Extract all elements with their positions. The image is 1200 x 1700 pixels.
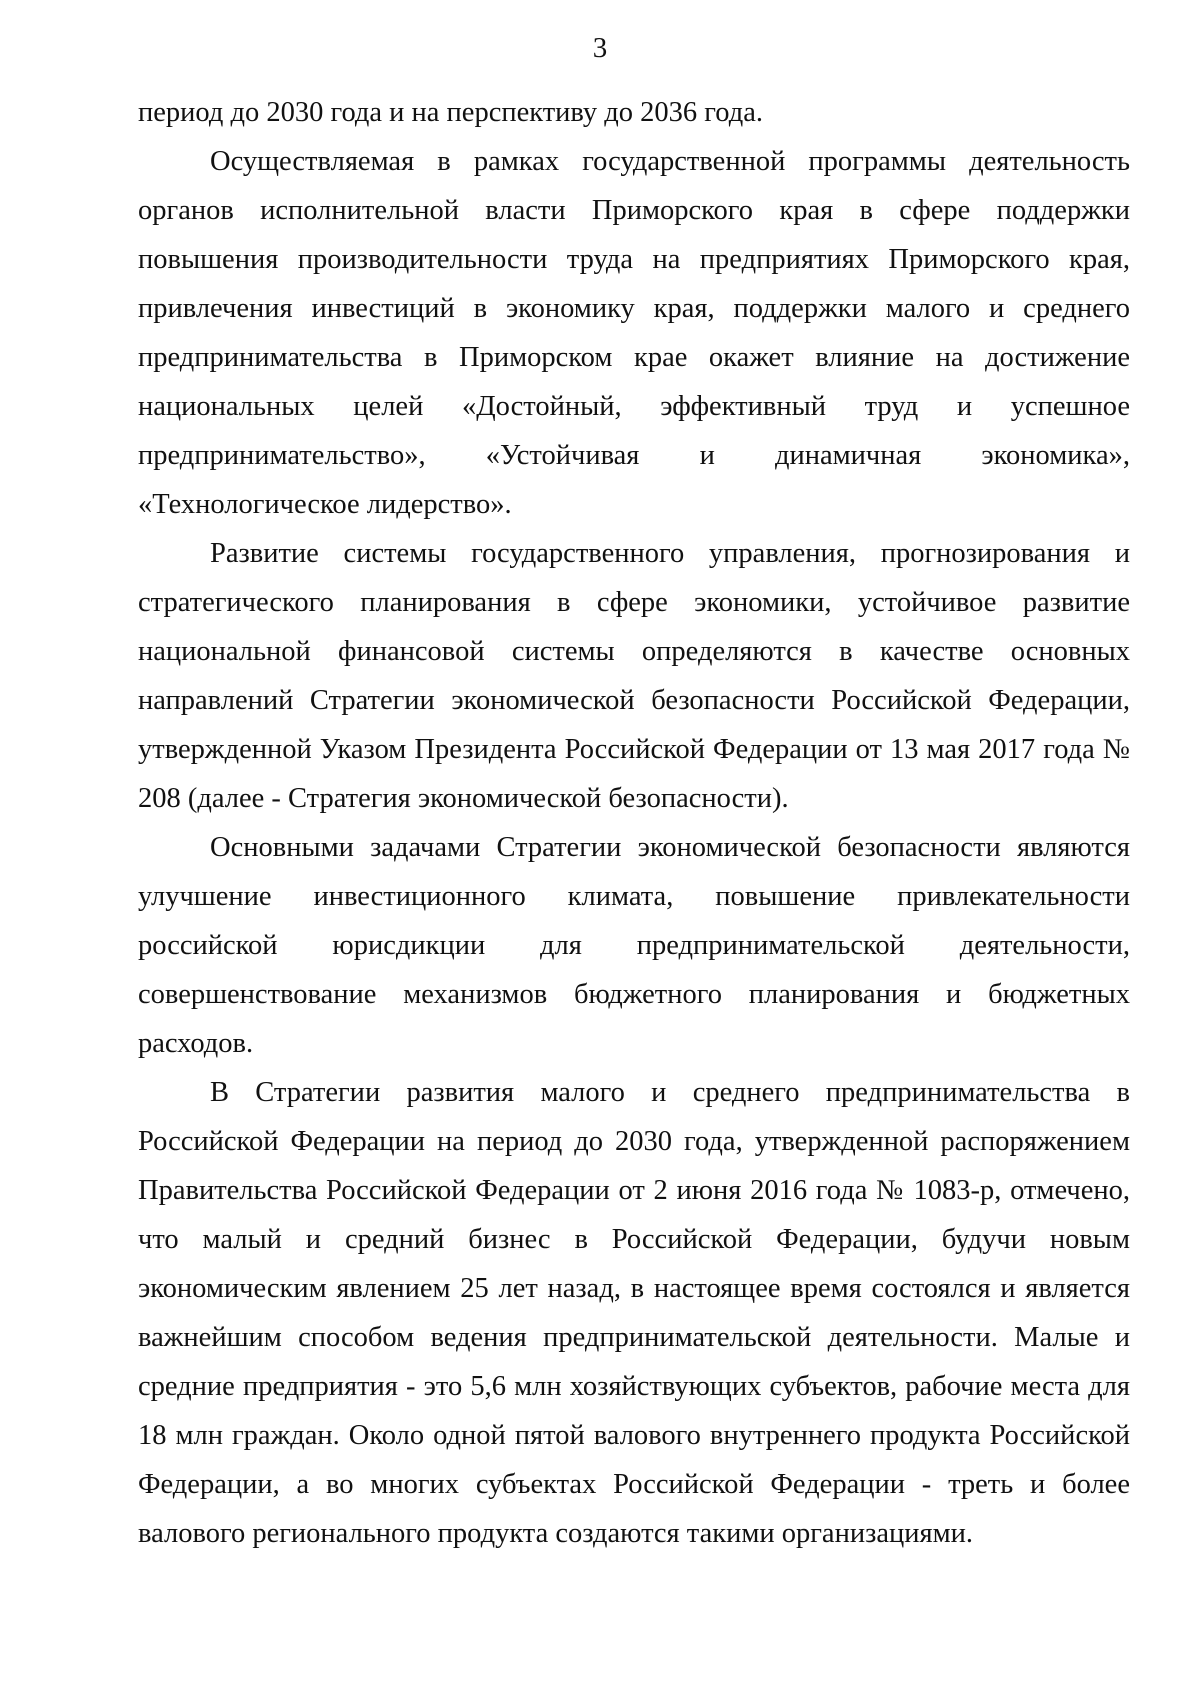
document-body xyxy=(138,88,1130,1558)
paragraph-sme-strategy: В Стратегии развития малого и среднего предпринимательства в Российской Федерации на период до 2030 года, утвержденной распоряжением Правительства Российской Федерации от 2 июня 2016 года № 1083-р, отмечено, что малый и средний бизнес в Российской Федерации, будучи новым экономическим явлением 25 лет назад, в настоящее время состоялся и является важнейшим способом ведения предпринимательской деятельности. Малые и средние предприятия - это 5,6 млн хозяйствующих субъектов, рабочие места для 18 млн граждан. Около одной пятой валового внутреннего продукта Российской Федерации, а во многих субъектах Российской Федерации - треть и более валового регионального продукта создаются такими организациями. xyxy=(138,1077,1130,1549)
paragraph-continuation: период до 2030 года и на перспективу до 2036 года. xyxy=(138,97,763,128)
page-number: 3 xyxy=(592,32,608,64)
paragraph-economic-security-strategy: Развитие системы государственного управления, прогнозирования и стратегического планирования в сфере экономики, устойчивое развитие национальной финансовой системы определяются в качестве основных направлений Стратегии экономической безопасности Российской Федерации, утвержденной Указом Президента Российской Федерации от 13 мая 2017 года № 208 (далее - Стратегия экономической безопасности). xyxy=(138,538,1130,814)
paragraph-program-activity: Осуществляемая в рамках государственной программы деятельность органов исполнительной власти Приморского края в сфере поддержки повышения производительности труда на предприятиях Приморского края, привлечения инвестиций в экономику края, поддержки малого и среднего предпринимательства в Приморском крае окажет влияние на достижение национальных целей «Достойный, эффективный труд и успешное предпринимательство», «Устойчивая и динамичная экономика», «Технологическое лидерство». xyxy=(138,146,1130,520)
paragraph-strategy-tasks: Основными задачами Стратегии экономической безопасности являются улучшение инвестиционного климата, повышение привлекательности российской юрисдикции для предпринимательской деятельности, совершенствование механизмов бюджетного планирования и бюджетных расходов. xyxy=(138,832,1130,1059)
